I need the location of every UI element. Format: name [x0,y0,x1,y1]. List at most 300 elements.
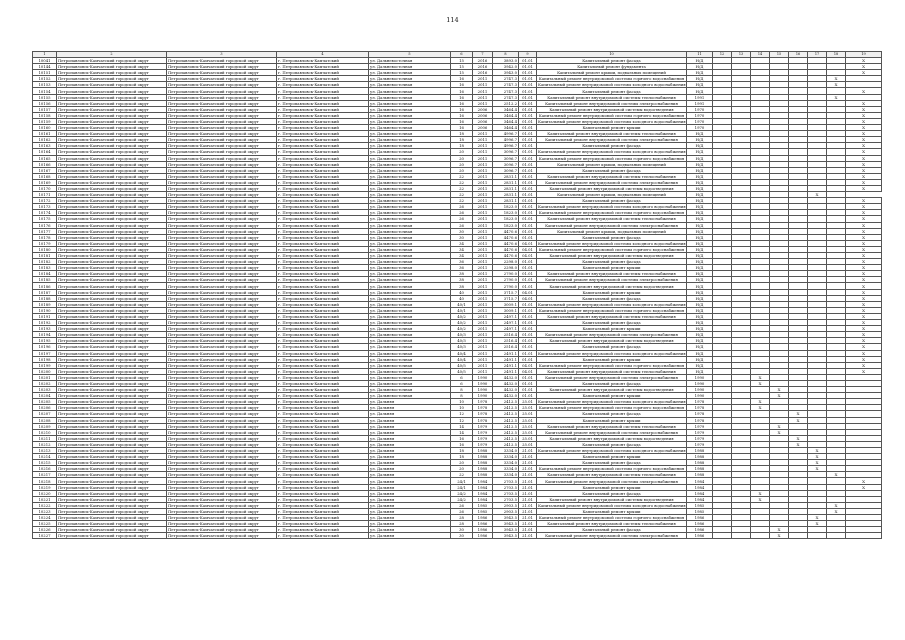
table-cell: 10224 [33,515,57,521]
table-cell: г. Петропавловск-Камчатский [277,265,369,271]
table-cell: 01.01 [519,222,537,228]
table-cell: Петропавловск-Камчатский городской округ [57,100,167,106]
table-cell: 10168 [33,173,57,179]
table-cell: Петропавловск-Камчатский городской округ [57,338,167,344]
table-cell: г. Петропавловск-Камчатский [277,326,369,332]
table-cell: 2747.3 [493,76,519,82]
table-cell: 10218 [33,478,57,484]
table-cell: ул. Дальняя [369,448,451,454]
column-header: 4 [277,52,369,58]
table-cell: Петропавловск-Камчатский городской округ [57,192,167,198]
table-cell: г. Петропавловск-Камчатский [277,198,369,204]
table-cell: Петропавловск-Камчатский городской округ [167,508,277,514]
table-cell: 2703.5 [493,490,519,496]
table-cell: Петропавловск-Камчатский городской округ [167,502,277,508]
table-cell: 10192 [33,320,57,326]
table-cell: X [846,320,882,326]
table-cell: 1988 [687,460,713,466]
table-cell: Капитальный ремонт внутридомовой системы холодного водоснабжения [538,204,686,210]
table-cell: г. Петропавловск-Камчатский [277,283,369,289]
table-cell: 2703.5 [493,478,519,484]
table-cell: Капитальный ремонт внутридомовой системы теплоснабжения [537,216,687,222]
table-cell: ул. Дальневосточная [369,320,451,326]
table-cell: Капитальный ремонт внутридомовой системы электроснабжения [537,429,687,435]
table-cell: 01.01 [519,106,537,112]
table-cell: 10156 [33,100,57,106]
table-cell: Петропавловск-Камчатский городской округ [167,332,277,338]
table-cell: Петропавловск-Камчатский городской округ [167,313,277,319]
table-cell: X [846,350,882,356]
table-cell: Н/Д [687,204,713,210]
table-cell: ул. Дальневосточная [369,246,451,252]
table-cell: Петропавловск-Камчатский городской округ [57,131,167,137]
table-cell: X [846,210,882,216]
table-cell: 3334.0 [493,472,519,478]
table-cell: 26 [451,204,473,210]
table-cell: 3334.0 [493,454,519,460]
table-cell: Капитальный ремонт внутридомовой системы горячего водоснабжения [537,515,687,521]
table-cell: 01.01 [519,356,537,362]
table-cell: Капитальный ремонт фасада [537,58,687,64]
table-cell: Петропавловск-Камчатский городской округ [167,246,277,252]
table-cell: ул. Дальневосточная [369,125,451,131]
table-cell: Капитальный ремонт внутридомовой системы водоотведения [537,253,687,259]
table-cell: 21.01 [519,533,537,539]
table-cell: Капитальный ремонт фасада [537,460,687,466]
table-cell: 3464.4 [493,125,519,131]
table-cell: 04.01 [519,295,537,301]
table-cell: 16 [451,88,473,94]
table-cell: ул. Дальневосточная [369,387,451,393]
table-cell: 26 [451,210,473,216]
table-cell: 2412.5 [493,423,519,429]
table-cell: г. Петропавловск-Камчатский [277,246,369,252]
table-cell: X [827,502,846,508]
table-cell: Капитальный ремонт крыши [537,454,687,460]
table-cell: г. Петропавловск-Камчатский [277,185,369,191]
table-cell: 2011 [473,259,493,265]
table-cell: 10190 [33,307,57,313]
table-cell: г. Петропавловск-Камчатский [277,204,369,210]
table-cell: X [808,448,827,454]
table-cell: г. Петропавловск-Камчатский [277,106,369,112]
table-cell: X [846,277,882,283]
table-cell: 10215 [33,460,57,466]
table-cell: 1988 [687,466,713,472]
table-cell: 20 [451,460,473,466]
table-cell: ул. Дальневосточная [369,289,451,295]
table-cell: 2011 [473,173,493,179]
table-cell: 10202 [33,380,57,386]
table-cell: Петропавловск-Камчатский городской округ [167,344,277,350]
table-cell: Н/Д [687,289,713,295]
table-cell: Петропавловск-Камчатский городской округ [57,283,167,289]
table-cell: X [770,533,789,539]
table-cell: Капитальный ремонт внутридомовой системы электроснабжения [537,179,687,185]
column-header: 19 [846,52,882,58]
table-cell: 01.01 [519,204,537,210]
table-cell: 2011 [473,277,493,283]
table-cell: Петропавловск-Камчатский городской округ [167,417,277,423]
table-cell: 10206 [33,405,57,411]
table-cell: 1990 [687,393,713,399]
table-cell: Петропавловск-Камчатский городской округ [167,143,277,149]
table-cell: ул. Дальневосточная [369,94,451,100]
table-cell: 2497.1 [493,320,519,326]
table-cell: 2747.3 [493,94,519,100]
table-cell: X [846,356,882,362]
table-cell: 2011 [473,82,493,88]
table-cell: 3943.5 [493,527,519,533]
table-cell: 2011 [473,179,493,185]
table-cell: X [846,167,882,173]
table-cell: 10183 [33,265,57,271]
table-cell: X [846,326,882,332]
table-cell: X [846,253,882,259]
table-cell: 26 [451,222,473,228]
table-cell: Петропавловск-Камчатский городской округ [167,350,277,356]
table-cell: 01.01 [519,320,537,326]
table-cell: г. Петропавловск-Камчатский [277,76,369,82]
table-cell: г. Петропавловск-Камчатский [277,259,369,265]
table-cell: Капитальный ремонт крыши [537,125,687,131]
table-cell: 2831.1 [493,173,519,179]
table-cell: 21.01 [519,527,537,533]
table-cell: 2412.5 [493,441,519,447]
table-cell: г. Петропавловск-Камчатский [277,240,369,246]
table-cell: г. Петропавловск-Камчатский [277,137,369,143]
table-cell: Капитальный ремонт внутридомовой системы теплоснабжения [537,313,687,319]
table-cell: 20 [451,149,473,155]
table-cell: ул. Дальняя [369,399,451,405]
table-cell: Капитальный ремонт внутридомовой системы водоотведения [537,496,687,502]
table-cell: 1984 [473,490,493,496]
table-cell: 01.01 [519,167,537,173]
table-cell: 21.01 [519,508,537,514]
table-cell: 1988 [687,448,713,454]
table-cell: 10209 [33,423,57,429]
table-cell: 2011 [473,222,493,228]
table-cell: X [846,301,882,307]
table-cell: г. Петропавловск-Камчатский [277,131,369,137]
table-cell: Капитальный ремонт крыши, подвальных помещений [537,192,687,198]
table-cell: 10165 [33,155,57,161]
table-cell: Петропавловск-Камчатский городской округ [57,380,167,386]
table-cell: Петропавловск-Камчатский городской округ [167,399,277,405]
table-cell: г. Петропавловск-Камчатский [277,423,369,429]
table-cell: Капитальный ремонт фасада [537,295,687,301]
table-cell: ул. Дальневосточная [369,161,451,167]
table-cell: Петропавловск-Камчатский городской округ [57,143,167,149]
table-cell: г. Петропавловск-Камчатский [277,149,369,155]
table-cell: Петропавловск-Камчатский городской округ [167,173,277,179]
table-cell: 2412.5 [493,411,519,417]
table-cell: Петропавловск-Камчатский городской округ [167,283,277,289]
table-cell: X [846,58,882,64]
table-cell: 3942.0 [493,64,519,70]
table-cell: 2512.2 [493,100,519,106]
table-cell: Капитальный ремонт внутридомовой системы электроснабжения [537,332,687,338]
table-cell: 01.01 [519,374,537,380]
table-cell: 2016 [473,58,493,64]
table-cell: 1986 [687,533,713,539]
table-cell: 3096.7 [493,155,519,161]
table-cell: Н/Д [687,368,713,374]
table-cell: Н/Д [687,283,713,289]
table-cell: 1990 [473,380,493,386]
table-cell: 10182 [33,259,57,265]
table-cell: 1990 [473,387,493,393]
table-cell: 1823.0 [493,216,519,222]
table-cell: Петропавловск-Камчатский городской округ [57,399,167,405]
table-cell: ул. Дальневосточная [369,118,451,124]
table-cell: 40 [451,295,473,301]
table-cell: 1988 [473,448,493,454]
table-cell: 1984 [473,484,493,490]
table-cell: 4996.7 [493,137,519,143]
table-cell: Капитальный ремонт внутридомовой системы теплоснабжения [537,94,687,100]
table-cell: X [789,417,808,423]
table-cell [827,533,846,539]
table-cell: 01.01 [519,265,537,271]
table-cell: Петропавловск-Камчатский городской округ [167,478,277,484]
table-cell: Петропавловск-Камчатский городской округ [167,222,277,228]
table-cell: Петропавловск-Камчатский городской округ [167,210,277,216]
table-cell: Петропавловск-Камчатский городской округ [57,76,167,82]
table-cell: ул. Дальневосточная [369,350,451,356]
column-header: 9 [519,52,537,58]
table-cell: 2011 [473,198,493,204]
table-cell: 1970 [687,125,713,131]
table-cell: г. Петропавловск-Камчатский [277,112,369,118]
table-cell: 24/2 [451,490,473,496]
table-cell: Н/Д [687,253,713,259]
table-cell: 22 [451,198,473,204]
table-cell: 01.01 [519,332,537,338]
table-cell: Петропавловск-Камчатский городской округ [57,460,167,466]
table-cell: 10226 [33,527,57,533]
table-cell: ул. Дальневосточная [369,179,451,185]
table-cell: Петропавловск-Камчатский городской округ [167,380,277,386]
table-cell: 1985 [473,502,493,508]
table-cell: ул. Дальняя [369,405,451,411]
table-cell: 2011 [473,320,493,326]
table-cell: Капитальный ремонт внутридомовой системы электроснабжения [537,533,687,539]
table-cell: Петропавловск-Камчатский городской округ [167,155,277,161]
table-cell: 10186 [33,283,57,289]
table-cell: 01.01 [519,179,537,185]
table-cell: 1978 [687,411,713,417]
table-cell: X [751,399,770,405]
table-cell: Капитальный ремонт внутридомовой системы теплоснабжения [537,521,687,527]
table-cell: Петропавловск-Камчатский городской округ [167,454,277,460]
table-cell: 01.01 [519,58,537,64]
table-cell: 21.01 [519,460,537,466]
table-cell: 2831.1 [493,192,519,198]
table-cell: 2011 [473,192,493,198]
table-cell: 28 [451,521,473,527]
table-cell: 2011 [473,100,493,106]
table-cell: Капитальный ремонт внутридомовой системы холодного водоснабжения [538,502,686,508]
table-cell: Петропавловск-Камчатский городской округ [167,240,277,246]
table-cell: Капитальный ремонт внутридомовой системы горячего водоснабжения [537,466,687,472]
table-cell: 25.01 [519,399,537,405]
table-cell: 10160 [33,125,57,131]
table-cell: 2412.5 [493,435,519,441]
table-cell: X [770,387,789,393]
table-cell: X [846,228,882,234]
table-cell: 16 [451,82,473,88]
table-cell: ул. Дальневосточная [369,295,451,301]
table-cell: Петропавловск-Камчатский городской округ [167,228,277,234]
table-cell: 15 [451,58,473,64]
table-cell: г. Петропавловск-Камчатский [277,125,369,131]
table-cell: 10144 [33,64,57,70]
table-cell: 22 [451,185,473,191]
table-cell: 16 [451,100,473,106]
table-cell: 01.01 [519,271,537,277]
table-cell: 1984 [687,496,713,502]
table-cell: X [846,70,882,76]
table-cell: X [789,411,808,417]
table-cell: 3096.7 [493,161,519,167]
table-cell: 16 [451,441,473,447]
table-cell: X [846,478,882,484]
table-cell: 38 [451,277,473,283]
table-cell: 10223 [33,508,57,514]
table-cell: 1990 [687,374,713,380]
table-cell: X [827,508,846,514]
table-cell: ул. Дальняя [369,454,451,460]
table-cell: Н/Д [687,173,713,179]
table-cell: 1984 [687,490,713,496]
table-cell: 01.01 [519,198,537,204]
table-cell: Петропавловск-Камчатский городской округ [167,295,277,301]
table-cell: 01.01 [519,350,537,356]
table-cell: Капитальный ремонт внутридомовой системы водоотведения [537,185,687,191]
table-cell: 1979 [473,441,493,447]
table-cell: Капитальный ремонт внутридомовой системы горячего водоснабжения [537,155,687,161]
table-cell: Петропавловск-Камчатский городской округ [167,289,277,295]
column-header: 11 [687,52,713,58]
table-cell: г. Петропавловск-Камчатский [277,88,369,94]
table-cell: X [846,344,882,350]
table-cell: X [846,362,882,368]
table-cell: 40/3 [451,332,473,338]
table-cell: 10173 [33,204,57,210]
table-cell: 34 [451,246,473,252]
table-cell: Н/Д [687,179,713,185]
table-cell: ул. Дальняя [369,533,451,539]
table-cell: 2516.4 [493,338,519,344]
table-cell: г. Петропавловск-Камчатский [277,289,369,295]
table-cell: X [846,161,882,167]
table-cell: г. Петропавловск-Камчатский [277,320,369,326]
table-cell: 01.01 [519,192,537,198]
table-cell: 01.01 [519,149,537,155]
table-cell: Петропавловск-Камчатский городской округ [167,533,277,539]
table-cell: 24/1 [451,484,473,490]
table-cell: X [846,100,882,106]
table-cell: Петропавловск-Камчатский городской округ [167,368,277,374]
table-cell: Капитальный ремонт фундамента [537,64,687,70]
table-cell: г. Петропавловск-Камчатский [277,344,369,350]
table-cell: 10211 [33,435,57,441]
table-cell: 40/4 [451,350,473,356]
table-cell: 21.01 [519,454,537,460]
table-cell: Петропавловск-Камчатский городской округ [57,301,167,307]
table-cell: Петропавловск-Камчатский городской округ [57,320,167,326]
table-cell: Петропавловск-Камчатский городской округ [57,94,167,100]
table-cell: 4432.0 [493,380,519,386]
table-cell: 01.01 [519,277,537,283]
table-cell: 10180 [33,246,57,252]
table-cell: Н/Д [687,240,713,246]
table-cell: Капитальный ремонт внутридомовой системы водоотведения [537,106,687,112]
table-cell: Петропавловск-Камчатский городской округ [57,429,167,435]
table-cell: Капитальный ремонт внутридомовой системы горячего водоснабжения [537,76,687,82]
table-cell: 10203 [33,387,57,393]
table-cell: г. Петропавловск-Камчатский [277,64,369,70]
table-cell: Петропавловск-Камчатский городской округ [167,362,277,368]
table-cell: Н/Д [687,271,713,277]
table-cell: г. Петропавловск-Камчатский [277,234,369,240]
table-cell: ул. Дальняя [369,527,451,533]
table-cell: 10172 [33,198,57,204]
table-cell: Капитальный ремонт внутридомовой системы электроснабжения [537,277,687,283]
table-cell: г. Петропавловск-Камчатский [277,271,369,277]
table-cell: Н/Д [687,332,713,338]
table-cell: Петропавловск-Камчатский городской округ [57,179,167,185]
table-cell: Петропавловск-Камчатский городской округ [57,64,167,70]
table-cell: 40/2 [451,313,473,319]
table-cell: 1988 [687,454,713,460]
table-cell: г. Петропавловск-Камчатский [277,387,369,393]
table-cell: Н/Д [687,185,713,191]
table-cell: Петропавловск-Камчатский городской округ [167,88,277,94]
table-cell: 21.01 [519,515,537,521]
table-cell: Капитальный ремонт фасада [537,143,687,149]
table-cell: X [846,332,882,338]
table-cell: 2491.1 [493,368,519,374]
table-cell: 10207 [33,411,57,417]
table-cell: Петропавловск-Камчатский городской округ [57,58,167,64]
table-cell: Н/Д [687,137,713,143]
table-cell: Петропавловск-Камчатский городской округ [57,387,167,393]
table-cell: 1990 [687,387,713,393]
table-cell: 2011 [473,283,493,289]
table-cell: 1988 [473,466,493,472]
table-cell: Петропавловск-Камчатский городской округ [167,265,277,271]
table-cell: ул. Дальневосточная [369,338,451,344]
table-cell: 1978 [687,399,713,405]
table-cell: г. Петропавловск-Камчатский [277,179,369,185]
table-cell: Капитальный ремонт внутридомовой системы холодного водоснабжения [538,399,686,405]
table-cell: г. Петропавловск-Камчатский [277,515,369,521]
table-cell: Капитальный ремонт крыши [537,326,687,332]
table-cell: 2747.3 [493,88,519,94]
table-cell: 1986 [473,515,493,521]
table-cell: 2516.4 [493,344,519,350]
table-cell: 1985 [687,508,713,514]
table-cell: Капитальный ремонт внутридомовой системы водоотведения [537,387,687,393]
table-cell: г. Петропавловск-Камчатский [277,472,369,478]
table-cell: 40/3 [451,338,473,344]
table-cell: 01.01 [519,313,537,319]
table-cell [713,533,732,539]
table-cell: 1979 [687,429,713,435]
table-cell: ул. Дальняя [369,411,451,417]
